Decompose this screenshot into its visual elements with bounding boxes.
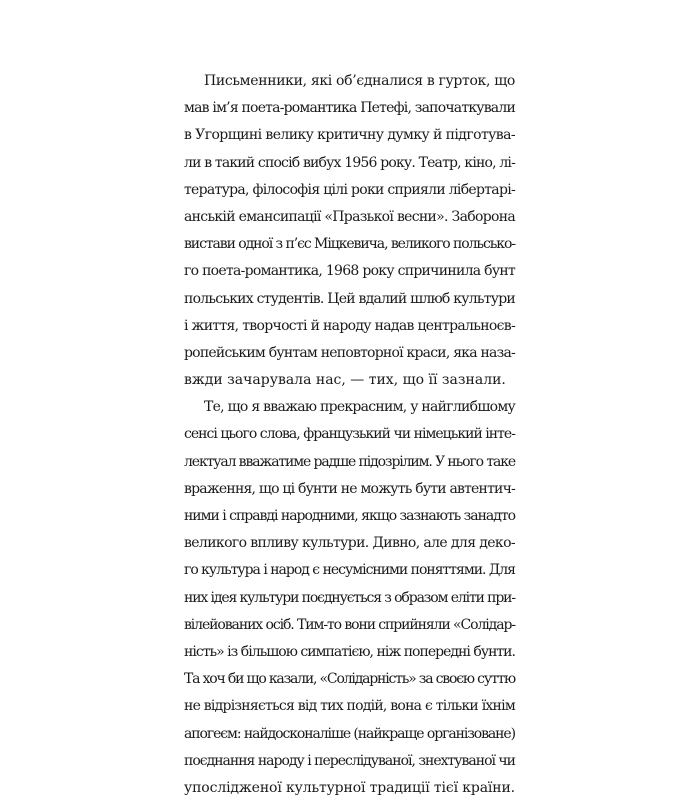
text-line: вистави одної з п’єс Міцкевича, великого польсько- bbox=[184, 236, 515, 253]
text-line: ність» із більшою симпатією, ніж попередні бунти. bbox=[184, 643, 515, 660]
paragraph-1 bbox=[184, 68, 515, 394]
text-line: анській емансипації «Празької весни». Заборона bbox=[184, 208, 515, 225]
body-text bbox=[184, 68, 515, 802]
text-line: поєднання народу і переслідуваної, знехтуваної чи bbox=[184, 752, 516, 769]
text-line: і життя, творчості й народу надав центральноєв- bbox=[184, 317, 515, 334]
text-line: Та хоч би що казали, «Солідарність» за своєю суттю bbox=[184, 671, 515, 688]
text-line: в Угорщині велику критичну думку й підготува- bbox=[184, 127, 515, 144]
text-line: апогеєм: найдосконаліше (найкраще організоване) bbox=[184, 725, 515, 742]
text-line: них ідея культури поєднується з образом еліти при- bbox=[184, 589, 515, 606]
text-line: Письменники, які об’єдналися в гурток, що bbox=[204, 73, 515, 89]
text-line: враження, що ці бунти не можуть бути автентич- bbox=[184, 480, 515, 497]
text-line: го культура і народ є несумісними поняттями. Для bbox=[184, 562, 515, 579]
text-line: лектуал вважатиме радше підозрілим. У нього таке bbox=[184, 453, 515, 470]
paragraph-2 bbox=[184, 394, 515, 802]
text-line: великого впливу культури. Дивно, але для деко- bbox=[184, 535, 515, 552]
text-line: Те, що я вважаю прекрасним, у найглибшому bbox=[204, 399, 515, 416]
text-line: вжди зачарувала нас, — тих, що її зазнали. bbox=[184, 372, 506, 389]
text-line: сенсі цього слова, французький чи німецький інте- bbox=[184, 426, 515, 443]
text-line: вілейованих осіб. Тим-то вони сприйняли «Солідар- bbox=[184, 616, 515, 633]
text-line: ли в такий спосіб вибух 1956 року. Театр, кіно, лі- bbox=[184, 154, 515, 171]
text-line: мав ім’я поета-романтика Петефі, започаткували bbox=[184, 100, 515, 117]
text-line: упослідженої культурної традиції тієї країни. bbox=[184, 779, 515, 796]
text-line: ропейським бунтам неповторної краси, яка наза- bbox=[184, 344, 515, 361]
text-line: го поета-романтика, 1968 року спричинила бунт bbox=[184, 263, 515, 280]
text-line: польських студентів. Цей вдалий шлюб культури bbox=[184, 290, 515, 307]
text-line: не відрізняється від тих подій, вона є тільки їхнім bbox=[184, 698, 515, 715]
text-line: тература, філософія цілі роки сприяли лібертарі- bbox=[184, 181, 515, 198]
text-line: ними і справді народними, якщо зазнають занадто bbox=[184, 508, 516, 524]
